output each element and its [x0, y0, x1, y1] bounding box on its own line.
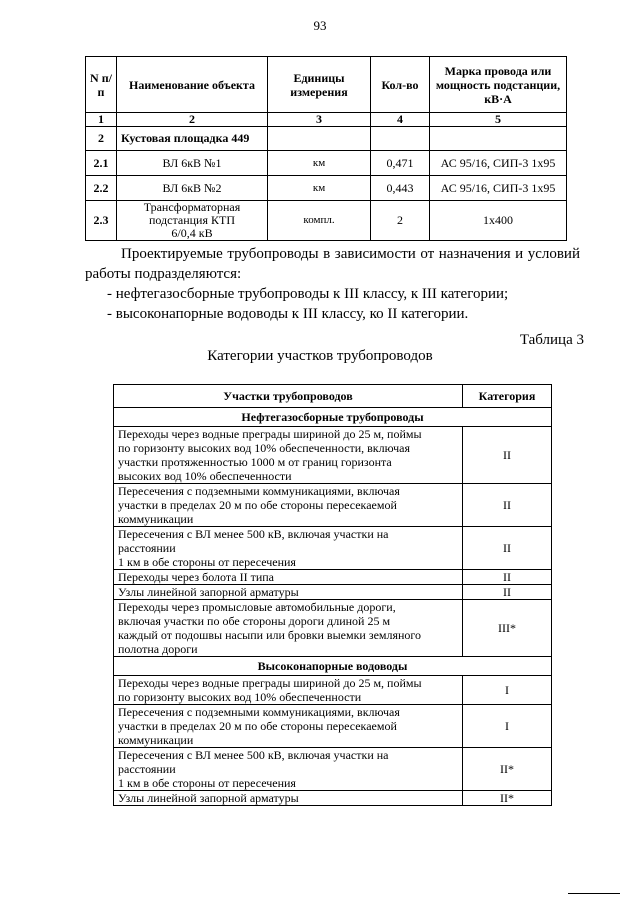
row-brand: АС 95/16, СИП-3 1х95	[430, 151, 567, 176]
numbering-cell: 3	[268, 113, 371, 127]
description-line: участки протяженностью 1000 м от границ горизонта	[118, 455, 392, 469]
row-category: II*	[463, 791, 552, 806]
table1-header-row	[86, 57, 567, 113]
description-line: 1 км в обе стороны от пересечения	[118, 555, 296, 569]
description-line: каждый от подошвы насыпи или бровки выемки земляного	[118, 628, 422, 642]
description-line: участки в пределах 20 м по обе стороны пересекаемой	[118, 719, 397, 733]
section-row	[114, 408, 552, 427]
row-description	[114, 484, 463, 527]
description-line: расстоянии	[118, 762, 176, 776]
table-row	[86, 201, 567, 241]
row-description	[114, 585, 463, 600]
description-line: участки в пределах 20 м по обе стороны пересекаемой	[118, 498, 397, 512]
row-no: 2.2	[86, 176, 117, 201]
table1-section-row	[86, 127, 567, 151]
description-line: Пересечения с подземными коммуникациями, включая	[118, 484, 400, 498]
table-row	[114, 484, 552, 527]
intro-paragraph: Проектируемые трубопроводы в зависимости от назначения и условий работы подразделяются:	[85, 246, 580, 282]
row-category: II	[463, 570, 552, 585]
section-name: Кустовая площадка 449	[117, 127, 268, 151]
table-title: Категории участков трубопроводов	[207, 348, 433, 364]
row-description	[114, 427, 463, 484]
description-line: включая участки по обе стороны дороги длиной 25 м	[118, 614, 391, 628]
description-line: Пересечения с подземными коммуникациями, включая	[118, 705, 400, 719]
description-line: Пересечения с ВЛ менее 500 кВ, включая участки на	[118, 748, 389, 762]
row-description	[114, 600, 463, 657]
numbering-cell: 2	[117, 113, 268, 127]
section-row	[114, 657, 552, 676]
numbering-cell: 5	[430, 113, 567, 127]
description-line: Узлы линейной запорной арматуры	[118, 791, 299, 805]
row-description	[114, 791, 463, 806]
description-line: по горизонту высоких вод 10% обеспеченности	[118, 690, 362, 704]
header-brand: Марка провода или мощность подстанции, кВ·А	[430, 57, 567, 113]
description-line: коммуникации	[118, 733, 194, 747]
table3-header-row	[114, 385, 552, 408]
row-name: ВЛ 6кВ №1	[117, 151, 268, 176]
row-no: 2.3	[86, 201, 117, 241]
row-category: II*	[463, 748, 552, 791]
body-text	[85, 244, 580, 324]
numbering-cell: 1	[86, 113, 117, 127]
row-description	[114, 705, 463, 748]
row-no: 2.1	[86, 151, 117, 176]
table-row	[114, 427, 552, 484]
empty-cell	[268, 127, 371, 151]
row-description	[114, 748, 463, 791]
description-line: Пересечения с ВЛ менее 500 кВ, включая участки на	[118, 527, 389, 541]
header-category: Категория	[463, 385, 552, 408]
row-category: III*	[463, 600, 552, 657]
header-sections: Участки трубопроводов	[114, 385, 463, 408]
description-line: расстоянии	[118, 541, 176, 555]
page-number: 93	[313, 18, 327, 33]
table1-numbering-row	[86, 113, 567, 127]
description-line: Переходы через водные преграды шириной до 25 м, поймы	[118, 427, 422, 441]
power-lines-table	[85, 56, 567, 241]
description-line: полотна дороги	[118, 642, 198, 656]
empty-cell	[430, 127, 567, 151]
row-description	[114, 570, 463, 585]
row-qty: 0,443	[371, 176, 430, 201]
section-oil-gas: Нефтегазосборные трубопроводы	[114, 408, 552, 427]
list-item: - высоконапорные водоводы к III классу, ко II категории.	[107, 306, 469, 322]
header-qty: Кол-во	[371, 57, 430, 113]
table-row	[114, 570, 552, 585]
row-name: ВЛ 6кВ №2	[117, 176, 268, 201]
row-name: Трансформаторная подстанция КТП 6/0,4 кВ	[117, 201, 268, 241]
description-line: 1 км в обе стороны от пересечения	[118, 776, 296, 790]
table-row	[114, 585, 552, 600]
empty-cell	[371, 127, 430, 151]
table-row	[114, 527, 552, 570]
description-line: высоких вод 10% обеспеченности	[118, 469, 292, 483]
row-brand: 1х400	[430, 201, 567, 241]
description-line: коммуникации	[118, 512, 194, 526]
row-unit: компл.	[268, 201, 371, 241]
row-brand: АС 95/16, СИП-3 1х95	[430, 176, 567, 201]
description-line: по горизонту высоких вод 10% обеспеченности, включая	[118, 441, 411, 455]
row-category: II	[463, 527, 552, 570]
pipeline-categories-table	[113, 384, 552, 806]
row-unit: км	[268, 151, 371, 176]
section-no: 2	[86, 127, 117, 151]
description-line: Переходы через болота II типа	[118, 570, 274, 584]
table-row	[114, 748, 552, 791]
row-qty: 0,471	[371, 151, 430, 176]
description-line: Переходы через промысловые автомобильные дороги,	[118, 600, 396, 614]
row-description	[114, 676, 463, 705]
description-line: Переходы через водные преграды шириной до 25 м, поймы	[118, 676, 422, 690]
table-row	[114, 791, 552, 806]
row-unit: км	[268, 176, 371, 201]
table-row	[114, 600, 552, 657]
table-row	[114, 705, 552, 748]
row-category: II	[463, 427, 552, 484]
table-row	[86, 176, 567, 201]
row-qty: 2	[371, 201, 430, 241]
table-row	[86, 151, 567, 176]
list-item: - нефтегазосборные трубопроводы к III классу, к III категории;	[107, 286, 509, 302]
description-line: Узлы линейной запорной арматуры	[118, 585, 299, 599]
row-category: II	[463, 585, 552, 600]
row-category: I	[463, 705, 552, 748]
numbering-cell: 4	[371, 113, 430, 127]
footer-rule	[568, 893, 620, 894]
header-unit: Единицы измерения	[268, 57, 371, 113]
table-row	[114, 676, 552, 705]
table-number-label: Таблица 3	[519, 332, 584, 348]
header-name: Наименование объекта	[117, 57, 268, 113]
row-category: I	[463, 676, 552, 705]
row-category: II	[463, 484, 552, 527]
row-description	[114, 527, 463, 570]
header-no: N п/п	[86, 57, 117, 113]
section-water: Высоконапорные водоводы	[114, 657, 552, 676]
